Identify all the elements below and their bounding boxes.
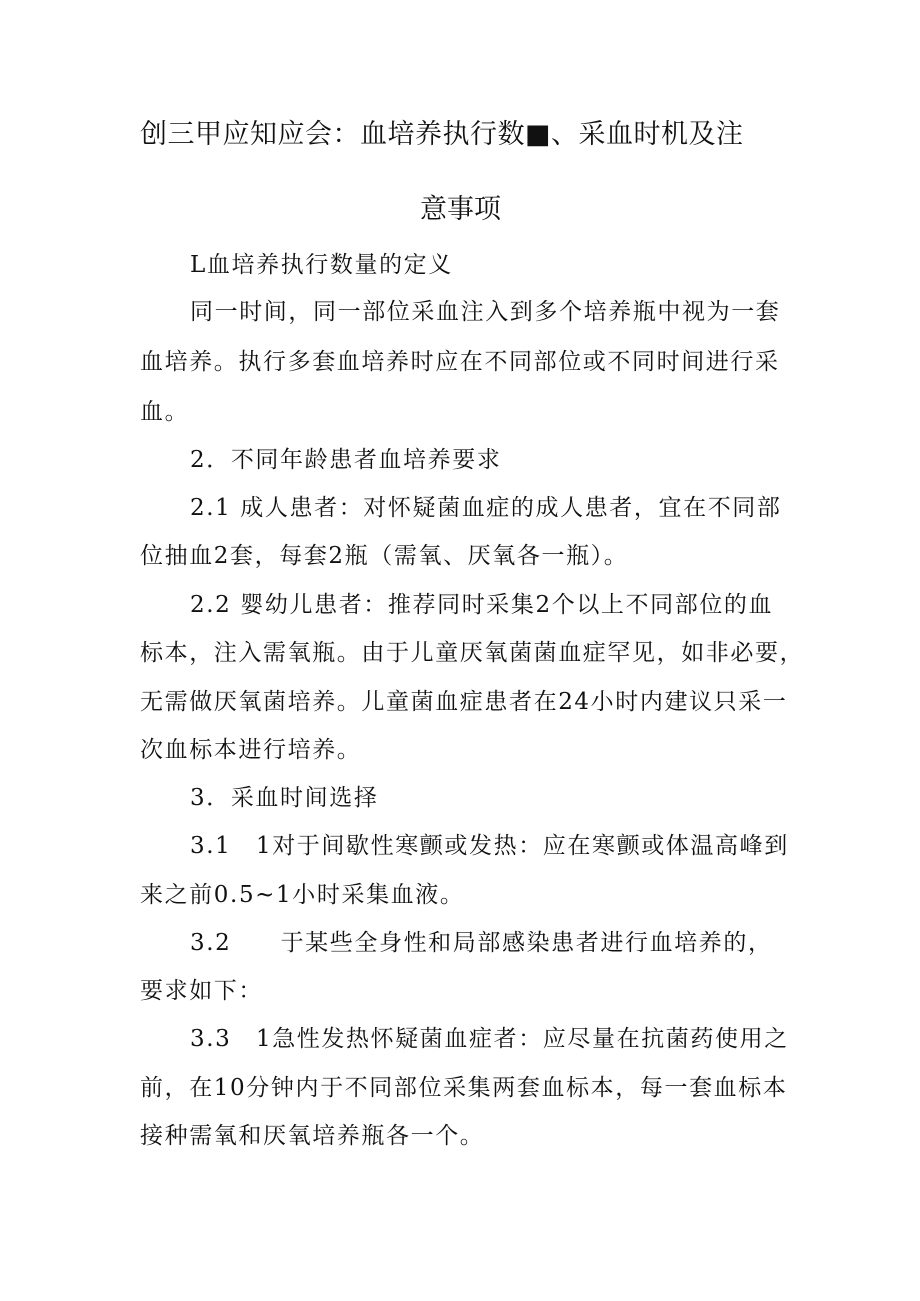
paragraph-1-line-2: 血培养。执行多套血培养时应在不同部位或不同时间进行采 <box>140 349 780 375</box>
item-3-3-line-1: 3.3 1急性发热怀疑菌血症者：应尽量在抗菌药使用之 <box>190 1026 789 1052</box>
item-2-1-line-2: 位抽血2套，每套2瓶（需氧、厌氧各一瓶）。 <box>140 543 629 569</box>
item-2-1-line-1: 2.1 成人患者：对怀疑菌血症的成人患者，宜在不同部 <box>190 495 782 521</box>
document-title-line-2: 意事项 <box>420 194 501 225</box>
item-3-3-line-2: 前，在10分钟内于不同部位采集两套血标本，每一套血标本 <box>140 1075 788 1101</box>
item-3-1-line-1: 3.1 1对于间歇性寒颤或发热：应在寒颤或体温高峰到 <box>190 833 789 859</box>
item-2-2-line-4: 次血标本进行培养。 <box>140 737 362 763</box>
item-3-2-line-1: 3.2 于某些全身性和局部感染患者进行血培养的， <box>190 930 773 956</box>
item-2-2-line-3: 无需做厌氧菌培养。儿童菌血症患者在24小时内建议只采一 <box>140 689 788 715</box>
item-2-2-line-2: 标本，注入需氧瓶。由于儿童厌氧菌菌血症罕见，如非必要， <box>140 640 805 666</box>
document-title-line-1: 创三甲应知应会：血培养执行数■、采血时机及注 <box>140 119 744 150</box>
section-2-heading: 2．不同年龄患者血培养要求 <box>190 447 502 473</box>
paragraph-1-line-3: 血。 <box>140 399 190 425</box>
section-3-heading: 3．采血时间选择 <box>190 785 379 811</box>
item-3-3-line-3: 接种需氧和厌氧培养瓶各一个。 <box>140 1123 485 1149</box>
item-2-2-line-1: 2.2 婴幼儿患者：推荐同时采集2个以上不同部位的血 <box>190 592 774 618</box>
paragraph-1-line-1: 同一时间，同一部位采血注入到多个培养瓶中视为一套 <box>190 299 781 325</box>
section-1-heading: L血培养执行数量的定义 <box>190 252 453 278</box>
item-3-1-line-2: 来之前0.5~1小时采集血液。 <box>140 882 465 908</box>
item-3-2-line-2: 要求如下： <box>140 978 263 1004</box>
